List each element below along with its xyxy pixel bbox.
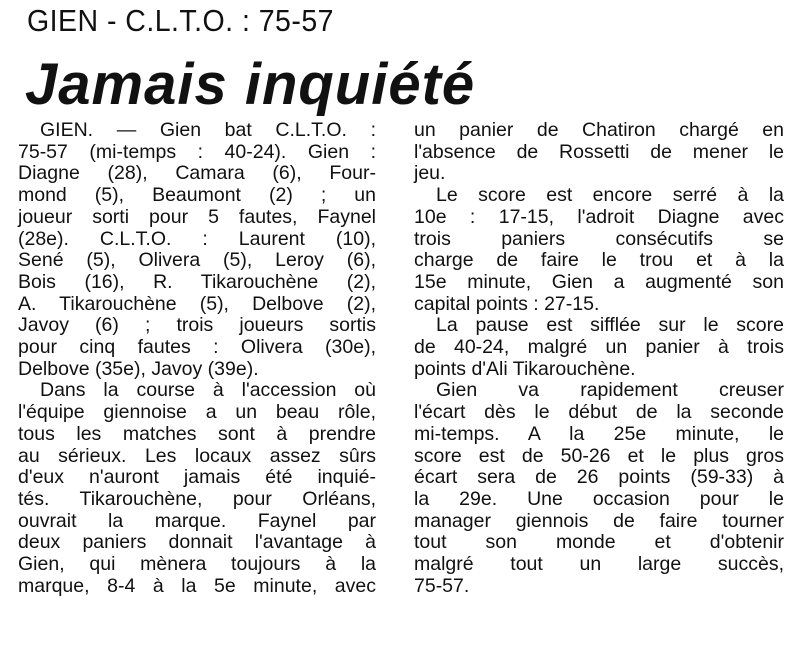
article-text-line: mond (5), Beaumont (2) ; un xyxy=(18,184,376,207)
article-text-line: la 29e. Une occasion pour le xyxy=(414,487,784,510)
article-headline: Jamais inquiété xyxy=(25,52,476,117)
article-text-line: (28e). C.L.T.O. : Laurent (10), xyxy=(18,227,376,250)
article-text-line: points d'Ali Tikarouchène. xyxy=(414,357,636,380)
article-text-line: Gien, qui mènera toujours à la xyxy=(18,553,376,576)
article-text-line: GIEN. — Gien bat C.L.T.O. : xyxy=(40,119,376,141)
article-text-line: Javoy (6) ; trois joueurs sortis xyxy=(18,314,376,337)
article-text-line: 10e : 17-15, l'adroit Diagne avec xyxy=(414,205,784,228)
article-text-line: tés. Tikarouchène, pour Orléans, xyxy=(18,487,376,510)
article-text-line: malgré tout un large succès, xyxy=(414,553,784,576)
article-text-line: d'eux n'auront jamais été inquié- xyxy=(18,466,376,489)
match-score-kicker: GIEN - C.L.T.O. : 75-57 xyxy=(27,3,334,38)
article-text-line: joueur sorti pour 5 fautes, Faynel xyxy=(18,205,376,228)
article-text-line: deux paniers donnait l'avantage à xyxy=(18,531,376,554)
article-text-line: 15e minute, Gien a augmenté son xyxy=(414,270,784,293)
article-text-line: La pause est sifflée sur le score xyxy=(436,314,784,337)
article-text-line: pour cinq fautes : Olivera (30e), xyxy=(18,336,376,359)
article-text-line: de 40-24, malgré un panier à trois xyxy=(414,336,784,359)
article-text-line: Bois (16), R. Tikarouchène (2), xyxy=(18,270,376,293)
article-text-line: un panier de Chatiron chargé en xyxy=(414,119,784,141)
article-text-line: manager giennois de faire tourner xyxy=(414,509,784,532)
article-text-line: l'équipe giennoise a un beau rôle, xyxy=(18,401,376,424)
article-text-line: 75-57. xyxy=(414,574,470,597)
article-text-line: Le score est encore serré à la xyxy=(436,184,784,207)
article-text-line: jeu. xyxy=(414,162,446,185)
article-text-line: score est de 50-26 et le plus gros xyxy=(414,444,784,467)
article-text-line: Gien va rapidement creuser xyxy=(436,379,784,402)
article-text-line: Dans la course à l'accession où xyxy=(40,379,376,402)
article-column-right xyxy=(414,120,784,597)
article-text-line: Delbove (35e), Javoy (39e). xyxy=(18,357,259,380)
article-text-line: marque, 8-4 à la 5e minute, avec xyxy=(18,574,376,597)
article-text-line: au sérieux. Les locaux assez sûrs xyxy=(18,444,376,467)
article-text-line: trois paniers consécutifs se xyxy=(414,227,784,250)
article-text-line: A. Tikarouchène (5), Delbove (2), xyxy=(18,292,376,315)
article-text-line: ouvrait la marque. Faynel par xyxy=(18,509,376,532)
article-text-line: l'écart dès le début de la seconde xyxy=(414,401,784,424)
article-text-line: tout son monde et d'obtenir xyxy=(414,531,784,554)
article-text-line: Diagne (28), Camara (6), Four- xyxy=(18,162,376,185)
article-text-line: 75-57 (mi-temps : 40-24). Gien : xyxy=(18,140,376,163)
article-text-line: l'absence de Rossetti de mener le xyxy=(414,140,784,163)
article-text-line: écart sera de 26 points (59-33) à xyxy=(414,466,784,489)
article-text-line: mi-temps. A la 25e minute, le xyxy=(414,422,784,445)
article-text-line: charge de faire le trou et à la xyxy=(414,249,784,272)
article-text-line: tous les matches sont à prendre xyxy=(18,422,376,445)
article-column-left xyxy=(18,120,376,597)
article-text-line: Sené (5), Olivera (5), Leroy (6), xyxy=(18,249,376,272)
article-text-line: capital points : 27-15. xyxy=(414,292,600,315)
